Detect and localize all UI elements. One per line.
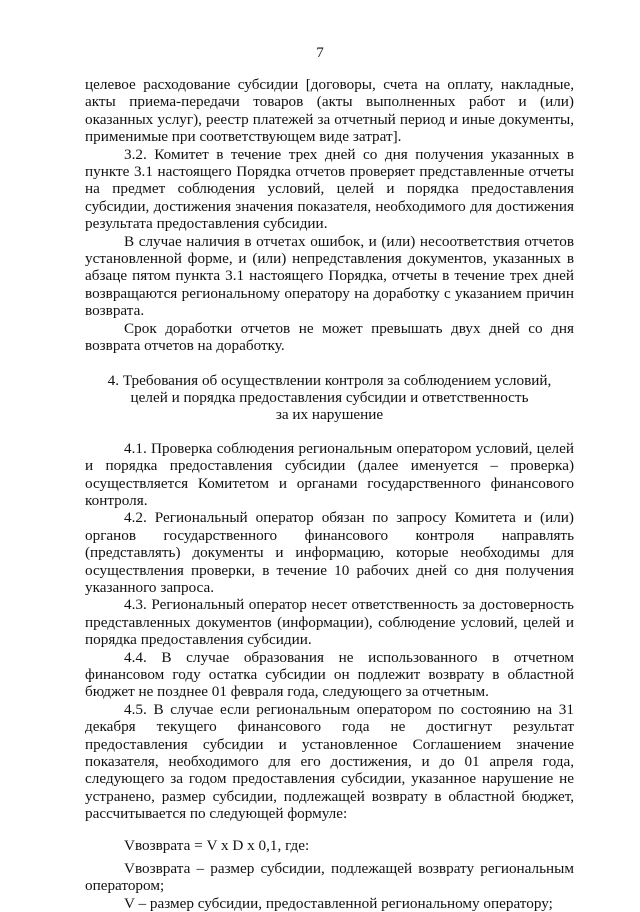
formula: Vвозврата = V x D x 0,1, где: (124, 836, 310, 854)
paragraph: В случае наличия в отчетах ошибок, и (или) несоответствия отчетов установленной форме, и (или) непредставления документов, указанных в абзаце пятом пункта 3.1 настоящего Порядка, отчеты в течение трех дней возвращаются региональному оператору на доработку с указанием причин возврата. (85, 232, 574, 320)
paragraph: Срок доработки отчетов не может превышать двух дней со дня возврата отчетов на доработку. (85, 319, 574, 355)
paragraph: 4.2. Региональный оператор обязан по запросу Комитета и (или) органов государственного финансового контроля направлять (представлять) документы и информацию, которые необходимы для осуществления проверки, в течение 10 рабочих дней со дня получения указанного запроса. (85, 509, 574, 596)
paragraph: 3.2. Комитет в течение трех дней со дня получения указанных в пункте 3.1 настоящего Порядка отчетов проверяет представленные отчеты на предмет соблюдения условий, целей и порядка предоставления субсидии, достижения значения показателя, необходимого для достижения результата предоставления субсидии. (85, 145, 574, 233)
paragraph: 4.3. Региональный оператор несет ответственность за достоверность представленных документов (информации), соблюдение условий, целей и порядка предоставления субсидии. (85, 596, 574, 649)
definition: V – размер субсидии, предоставленной региональному оператору; (124, 894, 553, 912)
definition: Vвозврата – размер субсидии, подлежащей возврату региональным оператором; (85, 860, 574, 895)
paragraph: целевое расходование субсидии [договоры, счета на оплату, накладные, акты приема-передачи товаров (акты выполненных работ и (или) оказанных услуг), реестр платежей за отчетный период и иные документы, применимые при соответствующем виде затрат]. (85, 76, 574, 146)
section-heading (85, 372, 574, 424)
section-heading-line: за их нарушение (275, 406, 384, 424)
paragraph: 4.5. В случае если региональным оператором по состоянию на 31 декабря текущего финансового года не достигнут результат предоставления субсидии и установленное Соглашением значение показателя, необходимого для его достижения, и до 01 апреля года, следующего за годом предоставления субсидии, указанное нарушение не устранено, размер субсидии, подлежащей возврату в областной бюджет, рассчитывается по следующей формуле: (85, 700, 574, 823)
paragraph: 4.1. Проверка соблюдения региональным оператором условий, целей и порядка предоставления субсидии (далее именуется – проверка) осуществляется Комитетом и органами государственного финансового контроля. (85, 439, 574, 509)
document-body (85, 76, 574, 912)
paragraph: 4.4. В случае образования не использованного в отчетном финансовом году остатка субсидии он подлежит возврату в областной бюджет не позднее 01 февраля года, следующего за отчетным. (85, 648, 574, 701)
page-number: 7 (316, 44, 324, 61)
section-heading-line: целей и порядка предоставления субсидии и ответственность (130, 388, 529, 406)
section-heading-line: 4. Требования об осуществлении контроля за соблюдением условий, (107, 371, 552, 389)
